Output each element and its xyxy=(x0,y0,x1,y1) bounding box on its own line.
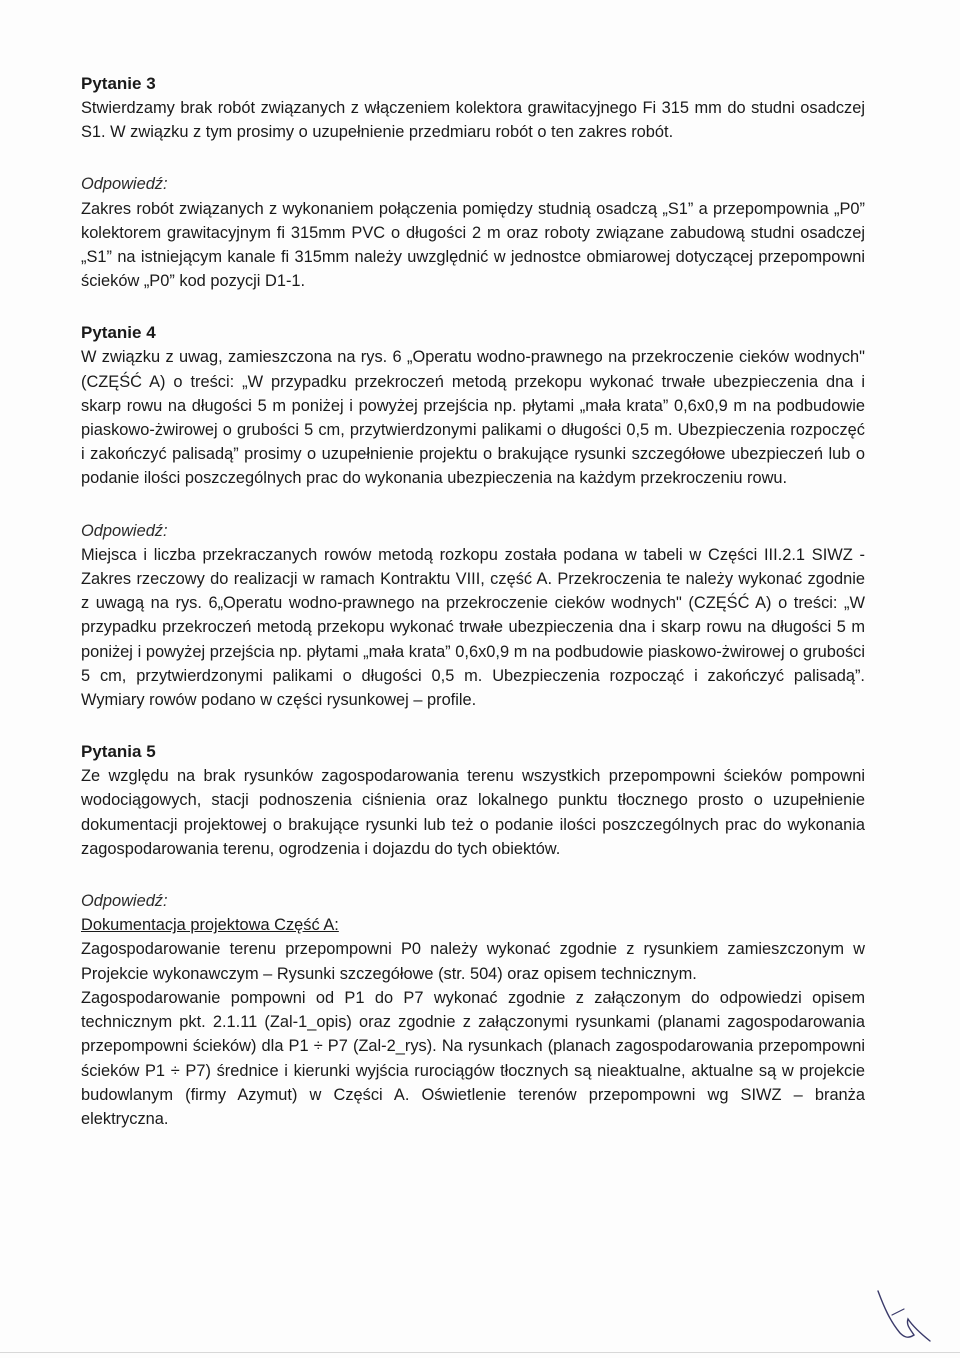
question-4-heading: Pytanie 4 xyxy=(81,323,156,343)
answer-5-paragraph-2: Zagospodarowanie pompowni od P1 do P7 wykonać zgodnie z załączonym do odpowiedzi opisem technicznym pkt. 2.1.11 (Zal-1_opis) oraz zgodnie z załączonymi rysunkami (planami zagospodarowania przepompowni ścieków) dla P1 ÷ P7 (Zal-2_rys). Na rysunkach (planach zagospodarowania przepompowni ścieków P1 ÷ P7) średnice i kierunki wyjścia rurociągów tłocznych są nieaktualne, aktualne są w projekcie budowlanym (firmy Azymut) w Części A. Oświetlenie terenów przepompowni wg SIWZ – branża elektryczna. xyxy=(81,988,865,1128)
question-5-heading: Pytania 5 xyxy=(81,742,156,762)
answer-5-subheading: Dokumentacja projektowa Część A: xyxy=(81,916,339,935)
signature-icon xyxy=(870,1285,940,1345)
question-3-text: Stwierdzamy brak robót związanych z włączeniem kolektora grawitacyjnego Fi 315 mm do studni osadczej S1. W związku z tym prosimy o uzupełnienie przedmiaru robót o ten zakres robót. xyxy=(81,99,865,142)
answer-4-text: Miejsca i liczba przekraczanych rowów metodą rozkopu została podana w tabeli w Części III.2.1 SIWZ - Zakres rzeczowy do realizacji w ramach Kontraktu VIII, część A. Przekroczenia te należy wykonać zgodnie z uwagą na rys. 6„Operatu wodno-prawnego na przekroczenie cieków wodnych" (CZĘŚĆ A) o treści: „W przypadku przekroczeń metodą przekopu wykonać trwałe ubezpieczenia dna i skarp rowu na długości 5 m poniżej i powyżej przejścia np. płytami „mała krata” 0,6x0,9 m na podbudowie piaskowo-żwirowej o grubości 5 cm, przytwierdzonymi palikami o długości 0,5 m. Ubezpieczenia rozpocząć i zakończyć palisadą”. Wymiary rowów podano w części rysunkowej – profile. xyxy=(81,545,865,710)
question-3-heading: Pytanie 3 xyxy=(81,74,156,93)
question-5-section xyxy=(81,740,865,1131)
question-4-text: W związku z uwag, zamieszczona na rys. 6 „Operatu wodno-prawnego na przekroczenie cieków wodnych" (CZĘŚĆ A) o treści: „W przypadku przekroczeń metodą przekopu wykonać trwałe ubezpieczenia dna i skarp rowu na długości 5 m poniżej i powyżej przejścia np. płytami „mała krata” 0,6x0,9 m na podbudowie piaskowo-żwirowej o grubości 5 cm, przytwierdzonymi palikami o długości 0,5 m. Ubezpieczenia rozpoczęć i zakończyć palisadą” prosimy o uzupełnienie projektu o brakujące rysunki szczegółowe ubezpieczeń lub o podanie ilości poszczególnych prac do wykonania ubezpieczenia na każdym przekroczeniu rowu. xyxy=(81,348,865,488)
document-content xyxy=(81,72,865,1131)
answer-5-label: Odpowiedź: xyxy=(81,892,168,911)
page-bottom-edge xyxy=(0,1352,960,1353)
question-3-section xyxy=(81,72,865,293)
question-4-section xyxy=(81,321,865,712)
answer-3-text: Zakres robót związanych z wykonaniem połączenia pomiędzy studnią osadczą „S1” a przepompownia „P0” kolektorem grawitacyjnym fi 315mm PVC o długości 2 m oraz roboty związane zabudową studni osadczej „S1” na istniejącym kanale fi 315mm należy uwzględnić w jednostce obmiarowej dotyczącej przepompowni ścieków „P0” kod pozycji D1-1. xyxy=(81,199,865,291)
answer-4-label: Odpowiedź: xyxy=(81,521,168,540)
answer-5-paragraph-1: Zagospodarowanie terenu przepompowni P0 należy wykonać zgodnie z rysunkiem zamieszczonym w Projekcie wykonawczym – Rysunki szczegółowe (str. 504) oraz opisem technicznym. xyxy=(81,940,865,983)
answer-3-label: Odpowiedź: xyxy=(81,175,168,194)
question-5-text: Ze względu na brak rysunków zagospodarowania terenu wszystkich przepompowni ścieków pompowni wodociągowych, stacji podnoszenia ciśnienia oraz lokalnego punktu tłocznego prosto o uzupełnienie dokumentacji projektowej o brakujące rysunki lub też o podanie ilości poszczególnych prac do wykonania zagospodarowania terenu, ogrodzenia i dojazdu do tych obiektów. xyxy=(81,767,865,858)
